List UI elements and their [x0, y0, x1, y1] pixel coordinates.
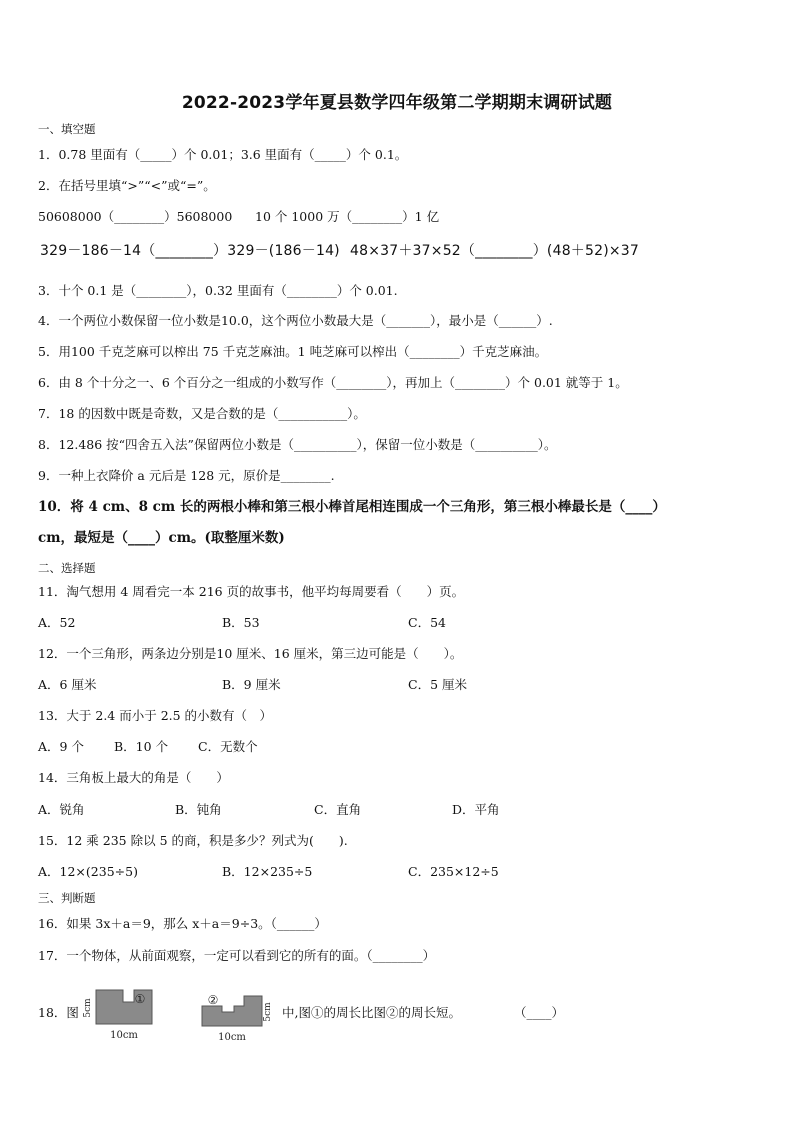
question-16: 16．如果 3x＋a＝9，那么 x＋a＝9÷3。（______） — [38, 916, 327, 931]
question-11: 11．淘气想用 4 周看完一本 216 页的故事书，他平均每周要看（ ）页。 — [38, 584, 465, 599]
q15-option-b: B．12×235÷5 — [222, 864, 313, 879]
figure-2-side-label: 5cm — [263, 1002, 273, 1022]
q12-option-c: C．5 厘米 — [408, 677, 467, 692]
question-1: 1．0.78 里面有（_____）个 0.01；3.6 里面有（_____）个 0.1。 — [38, 147, 408, 162]
question-2: 2．在括号里填“>”“<”或“=”。 — [38, 178, 216, 193]
section-multiple-choice: 二、选择题 — [38, 561, 96, 575]
figure-1-label: ① — [134, 992, 146, 1006]
question-4: 4．一个两位小数保留一位小数是10.0，这个两位小数最大是（_______），最小是（______）. — [38, 313, 553, 328]
q12-option-b: B．9 厘米 — [222, 677, 281, 692]
q12-option-a: A．6 厘米 — [38, 677, 97, 692]
q14-option-c: C．直角 — [314, 802, 362, 817]
question-5: 5．用100 千克芝麻可以榨出 75 千克芝麻油。1 吨芝麻可以榨出（________）千克芝麻油。 — [38, 344, 548, 359]
figure-1 — [80, 986, 180, 1048]
question-3: 3．十个 0.1 是（________），0.32 里面有（________）个 0.01. — [38, 283, 398, 298]
figure-2-label: ② — [207, 993, 219, 1007]
q11-option-a: A．52 — [38, 615, 76, 630]
q14-option-a: A．锐角 — [38, 802, 85, 817]
question-13: 13．大于 2.4 而小于 2.5 的小数有（ ） — [38, 708, 273, 723]
question-9: 9．一种上衣降价 a 元后是 128 元，原价是________. — [38, 468, 335, 483]
q13-option-b: B．10 个 — [114, 739, 169, 754]
q13-option-a: A．9 个 — [38, 739, 84, 754]
question-2a: 50608000（________）5608000 — [38, 209, 233, 224]
question-8: 8．12.486 按“四舍五入法”保留两位小数是（__________），保留一位小数是（__________）。 — [38, 437, 557, 452]
q11-option-b: B．53 — [222, 615, 260, 630]
question-12: 12．一个三角形，两条边分别是10 厘米、16 厘米，第三边可能是（ ）。 — [38, 646, 463, 661]
question-2b: 10 个 1000 万（________）1 亿 — [255, 209, 440, 224]
question-15: 15．12 乘 235 除以 5 的商，积是多少？列式为( ). — [38, 833, 348, 848]
question-7: 7．18 的因数中既是奇数，又是合数的是（___________）。 — [38, 406, 366, 421]
question-18-text: 中,图①的周长比图②的周长短。 — [282, 1005, 461, 1020]
question-2c: 329－186－14（________）329－(186－14) — [40, 243, 340, 259]
question-14: 14．三角板上最大的角是（ ） — [38, 770, 229, 785]
q14-option-d: D．平角 — [452, 802, 500, 817]
question-17: 17．一个物体，从前面观察，一定可以看到它的所有的面。（________） — [38, 948, 436, 963]
q14-option-b: B．钝角 — [175, 802, 222, 817]
q15-option-c: C．235×12÷5 — [408, 864, 499, 879]
section-fill-blank: 一、填空题 — [38, 122, 96, 136]
figure-1-side-label: 5cm — [83, 998, 93, 1018]
question-6: 6．由 8 个十分之一、6 个百分之一组成的小数写作（________），再加上（________）个 0.01 就等于 1。 — [38, 375, 628, 390]
question-10-line1: 10．将 4 cm、8 cm 长的两根小棒和第三根小棒首尾相连围成一个三角形，第三根小棒最长是（____） — [38, 499, 666, 515]
q13-option-c: C．无数个 — [198, 739, 258, 754]
question-18-prefix: 18．图 — [38, 1005, 79, 1020]
question-18-blank: （____） — [514, 1005, 565, 1020]
question-2d: 48×37＋37×52（________）(48＋52)×37 — [350, 243, 640, 259]
figure-1-bottom-label: 10cm — [110, 1030, 138, 1041]
q15-option-a: A．12×(235÷5) — [38, 864, 138, 879]
figure-2 — [196, 990, 286, 1052]
figure-2-bottom-label: 10cm — [218, 1032, 246, 1043]
q11-option-c: C．54 — [408, 615, 446, 630]
section-true-false: 三、判断题 — [38, 891, 96, 905]
page-title: 2022-2023学年夏县数学四年级第二学期期末调研试题 — [181, 93, 613, 113]
question-10-line2: cm，最短是（____）cm。(取整厘米数) — [38, 530, 285, 546]
